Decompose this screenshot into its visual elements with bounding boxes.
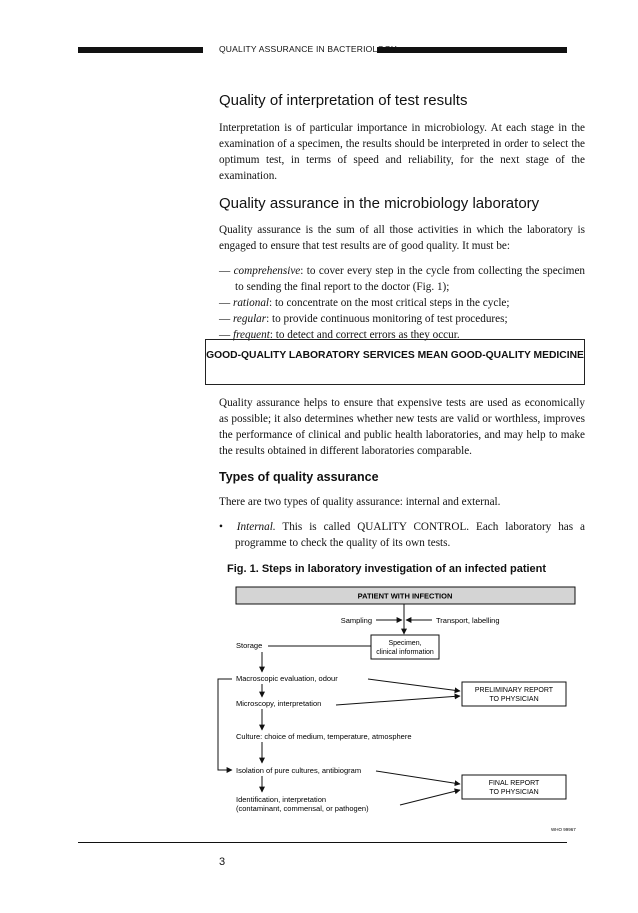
final-report-label-2: TO PHYSICIAN [489, 789, 539, 796]
specimen-label-1: Specimen, [388, 640, 422, 647]
culture-label: Culture: choice of medium, temperature, atmosphere [236, 732, 412, 741]
section-title-interpretation: Quality of interpretation of test results [219, 92, 468, 109]
isolation-label: Isolation of pure cultures, antibiogram [236, 766, 362, 775]
section-title-qa-lab: Quality assurance in the microbiology laboratory [219, 195, 540, 212]
bullet-item-internal: • Internal. This is called QUALITY CONTROL. Each laboratory has a programme to check the quality of its own tests. [219, 521, 586, 549]
microscopy-label: Microscopy, interpretation [236, 699, 322, 708]
preliminary-report-label-1: PRELIMINARY REPORT [474, 687, 554, 694]
list-item: — frequent: to detect and correct errors as they occur. [219, 329, 460, 341]
final-report-label-1: FINAL REPORT [488, 780, 540, 787]
transport-label: Transport, labelling [436, 616, 500, 625]
paragraph: Quality assurance helps to ensure that expensive tests are used as economically as possible; it also determines whether new tests are valid or worthless, improves the performance of clinical and public health laboratories, and may help to make the results obtained in different laboratories comparable. [219, 397, 585, 457]
list-item: — regular: to provide continuous monitoring of test procedures; [219, 313, 508, 325]
page-number: 3 [219, 856, 226, 868]
patient-label: PATIENT WITH INFECTION [357, 591, 453, 601]
paragraph: There are two types of quality assurance: internal and external. [219, 496, 501, 508]
callout-text: GOOD-QUALITY LABORATORY SERVICES MEAN GOOD-QUALITY MEDICINE [206, 350, 584, 361]
storage-label: Storage [236, 641, 263, 650]
macroscopic-label: Macroscopic evaluation, odour [236, 674, 338, 683]
identification-label-2: (contaminant, commensal, or pathogen) [236, 804, 369, 813]
figure-code: WHO 99967 [551, 827, 576, 832]
paragraph: Quality assurance is the sum of all those activities in which the laboratory is engaged to ensure that test results are of good quality. It must be: [219, 224, 585, 252]
sampling-label: Sampling [340, 616, 372, 625]
list-item: — comprehensive: to cover every step in the cycle from collecting the specimen to sending the final report to the doctor (Fig. 1); [219, 265, 585, 293]
paragraph: Interpretation is of particular importance in microbiology. At each stage in the examination of a specimen, the results should be interpreted in order to select the optimum test, in terms of speed and reliability, for the next stage of the examination. [219, 122, 585, 182]
specimen-label-2: clinical information [376, 649, 434, 656]
list-item: — rational: to concentrate on the most critical steps in the cycle; [219, 297, 510, 309]
footer-rule [78, 842, 567, 843]
preliminary-report-label-2: TO PHYSICIAN [489, 696, 539, 703]
running-head: QUALITY ASSURANCE IN BACTERIOLOGY [219, 44, 397, 54]
figure-title: Fig. 1. Steps in laboratory investigation of an infected patient [227, 563, 547, 575]
section-title-types: Types of quality assurance [219, 470, 379, 484]
identification-label-1: Identification, interpretation [236, 795, 327, 804]
